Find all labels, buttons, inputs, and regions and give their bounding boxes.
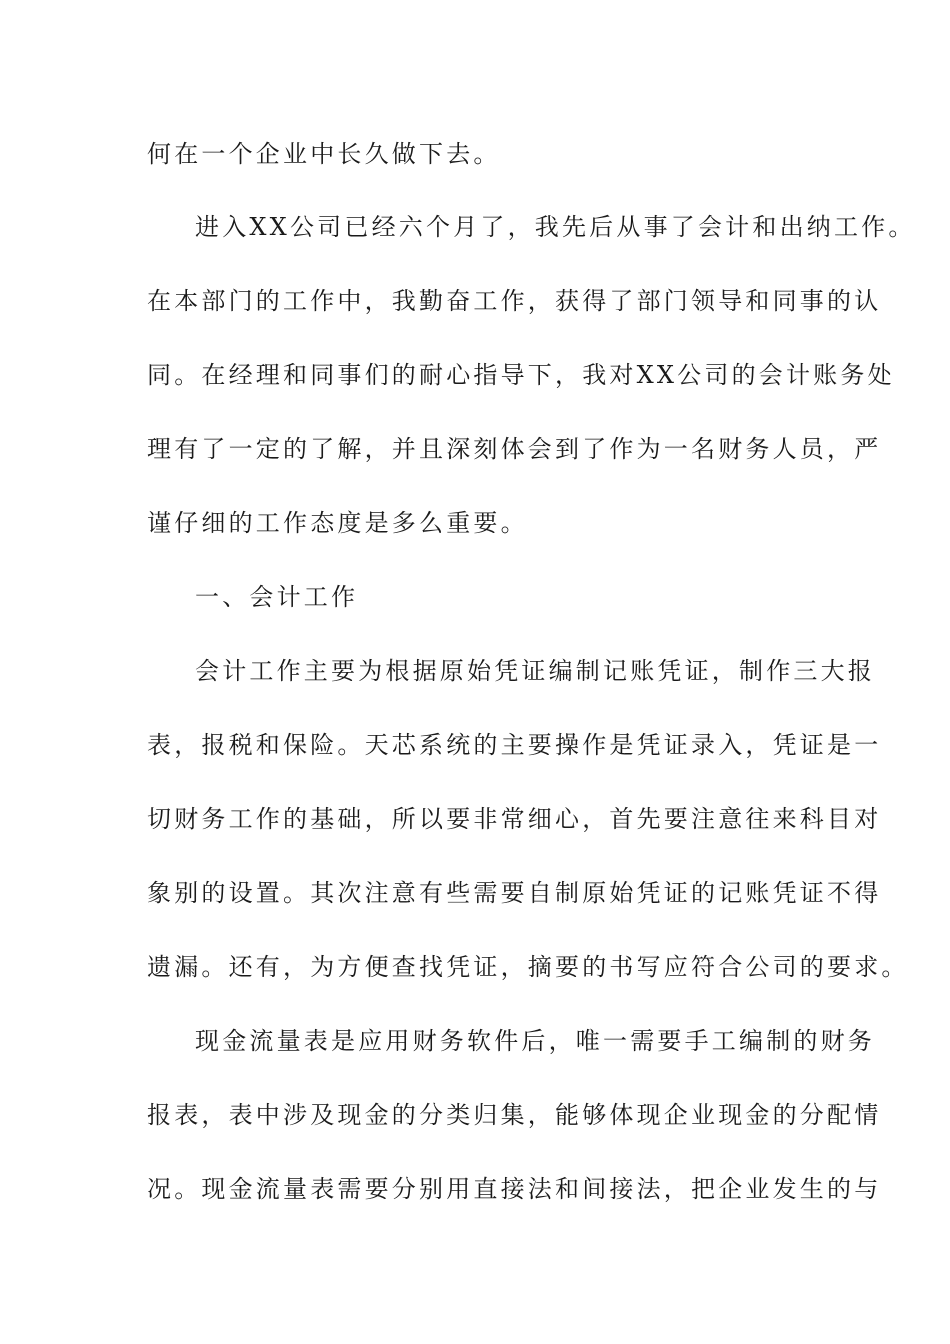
paragraph-line: 会计工作主要为根据原始凭证编制记账凭证，制作三大报: [195, 657, 875, 685]
paragraph-line: 表，报税和保险。天芯系统的主要操作是凭证录入，凭证是一: [147, 731, 882, 759]
paragraph-line: 在本部门的工作中，我勤奋工作，获得了部门领导和同事的认: [147, 287, 882, 315]
paragraph-line: 何在一个企业中长久做下去。: [147, 140, 501, 168]
paragraph-line: 报表，表中涉及现金的分类归集，能够体现企业现金的分配情: [147, 1101, 882, 1129]
paragraph-line: 同。在经理和同事们的耐心指导下，我对XX公司的会计账务处: [147, 361, 895, 389]
paragraph-line: 遗漏。还有，为方便查找凭证，摘要的书写应符合公司的要求。: [147, 953, 909, 981]
paragraph-line: 理有了一定的了解，并且深刻体会到了作为一名财务人员，严: [147, 435, 882, 463]
paragraph-line: 现金流量表是应用财务软件后，唯一需要手工编制的财务: [195, 1027, 875, 1055]
paragraph-line: 况。现金流量表需要分别用直接法和间接法，把企业发生的与: [147, 1175, 882, 1203]
section-heading: 一、会计工作: [195, 583, 359, 611]
paragraph-line: 象别的设置。其次注意有些需要自制原始凭证的记账凭证不得: [147, 879, 882, 907]
paragraph-line: 进入XX公司已经六个月了，我先后从事了会计和出纳工作。: [195, 213, 916, 241]
paragraph-line: 谨仔细的工作态度是多么重要。: [147, 509, 528, 537]
paragraph-line: 切财务工作的基础，所以要非常细心，首先要注意往来科目对: [147, 805, 882, 833]
